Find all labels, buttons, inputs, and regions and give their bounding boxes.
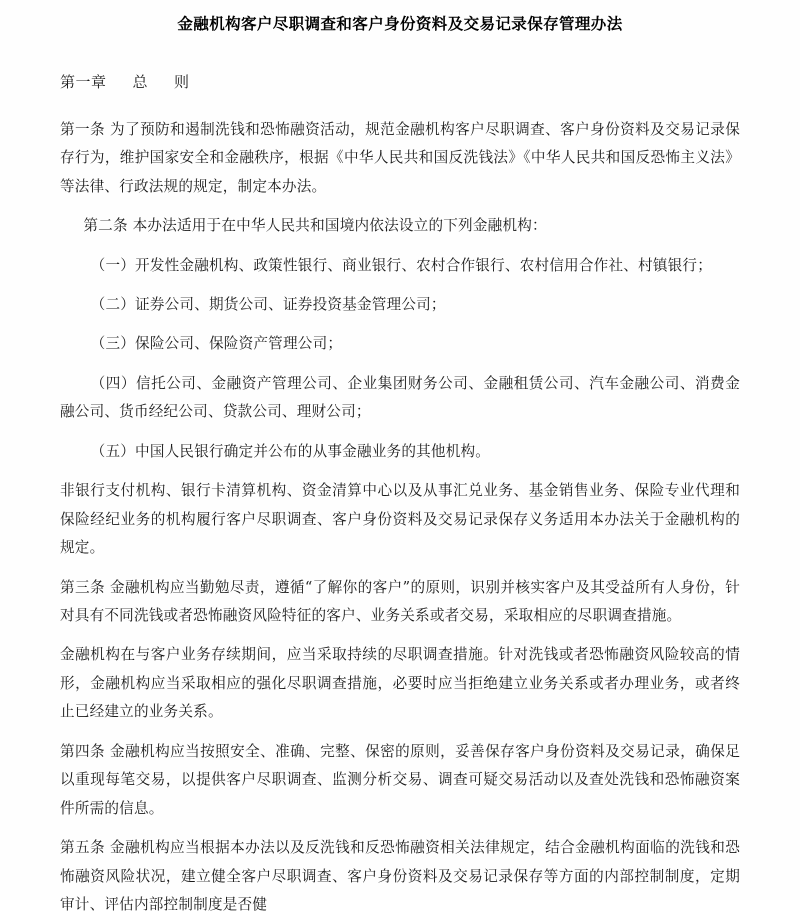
paragraph-article-3: 第三条 金融机构应当勤勉尽责，遵循“了解你的客户”的原则，识别并核实客户及其受益所有人身份，针对具有不同洗钱或者恐怖融资风险特征的客户、业务关系或者交易，采取相应的尽职调查措施。 — [60, 578, 740, 625]
paragraph-article-3-continued: 金融机构在与客户业务存续期间，应当采取持续的尽职调查措施。针对洗钱或者恐怖融资风险较高的情形，金融机构应当采取相应的强化尽职调查措施，必要时应当拒绝建立业务关系或者办理业务，或者终止已经建立的业务关系。 — [60, 646, 740, 721]
paragraph-nonbank-institutions: 非银行支付机构、银行卡清算机构、资金清算中心以及从事汇兑业务、基金销售业务、保险专业代理和保险经纪业务的机构履行客户尽职调查、客户身份资料及交易记录保存义务适用本办法关于金融机构的规定。 — [60, 482, 740, 557]
list-item-1: （一）开发性金融机构、政策性银行、商业银行、农村合作银行、农村信用合作社、村镇银行； — [90, 256, 712, 274]
chapter-heading — [60, 70, 740, 94]
list-item-4: （四）信托公司、金融资产管理公司、企业集团财务公司、金融租赁公司、汽车金融公司、消费金融公司、货币经纪公司、贷款公司、理财公司； — [60, 374, 740, 421]
list-item-3: （三）保险公司、保险资产管理公司； — [90, 335, 343, 353]
list-item-2: （二）证券公司、期货公司、证券投资基金管理公司； — [90, 295, 446, 313]
chapter-word-ze: 则 — [174, 72, 190, 91]
list-item-5: （五）中国人民银行确定并公布的从事金融业务的其他机构。 — [90, 442, 491, 460]
paragraph-article-1: 第一条 为了预防和遏制洗钱和恐怖融资活动，规范金融机构客户尽职调查、客户身份资料及交易记录保存行为，维护国家安全和金融秩序，根据《中华人民共和国反洗钱法》《中华人民共和国反恐怖主义法》等法律、行政法规的规定，制定本办法。 — [60, 120, 740, 195]
paragraph-article-5: 第五条 金融机构应当根据本办法以及反洗钱和反恐怖融资相关法律规定，结合金融机构面临的洗钱和恐怖融资风险状况，建立健全客户尽职调查、客户身份资料及交易记录保存等方面的内部控制制度，定期审计、评估内部控制制度是否健 — [60, 839, 740, 914]
paragraph-article-2: 第二条 本办法适用于在中华人民共和国境内依法设立的下列金融机构： — [83, 217, 547, 235]
chapter-word-zong: 总 — [132, 72, 149, 91]
chapter-number: 第一章 — [60, 72, 107, 91]
page-title: 金融机构客户尽职调查和客户身份资料及交易记录保存管理办法 — [177, 15, 623, 33]
paragraph-article-4: 第四条 金融机构应当按照安全、准确、完整、保密的原则，妥善保存客户身份资料及交易记录，确保足以重现每笔交易，以提供客户尽职调查、监测分析交易、调查可疑交易活动以及查处洗钱和恐怖融资案件所需的信息。 — [60, 742, 740, 817]
